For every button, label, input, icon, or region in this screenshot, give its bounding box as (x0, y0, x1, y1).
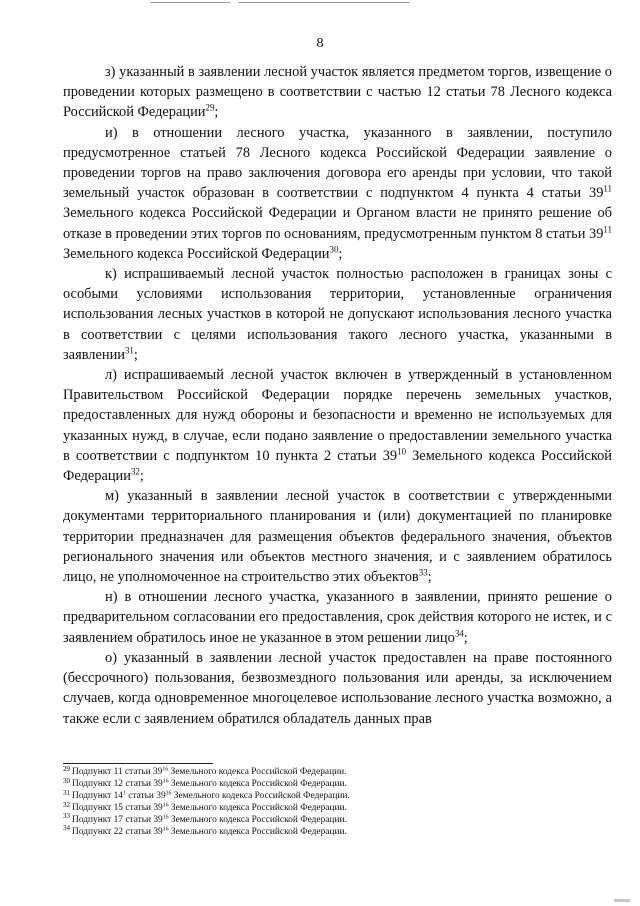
text-run: Земельного кодекса Российской Федерации. (168, 802, 347, 813)
footnote-reference: 33 (418, 567, 428, 578)
paragraph-item (63, 123, 612, 264)
text-run: о) указанный в заявлении лесной участок предоставлен на праве постоянного (бессрочного) пользования, безвозмездного пользования или аренды, за исключением случаев, когда одновременное многоцелевое использование лесного участка возможно, а также если с заявлением обратился обладатель данных прав (63, 649, 612, 727)
footnote-reference: 31 (124, 345, 134, 356)
article-superscript: 16 (162, 814, 169, 821)
text-run: ; (427, 569, 432, 586)
text-run: Земельного кодекса Российской Федерации. (168, 826, 347, 837)
footnote-separator (63, 763, 213, 764)
text-run: Земельного кодекса Российской Федерации. (171, 790, 350, 801)
footnote-item (63, 812, 463, 827)
paragraph-item (63, 365, 612, 486)
footnote-item (63, 788, 463, 803)
text-run: ; (214, 104, 219, 121)
text-run: з) указанный в заявлении лесной участок является предметом торгов, извещение о проведении которых размещено в соответствии с частью 12 статьи 78 Лесного кодекса Российской Федерации (63, 64, 612, 121)
text-run: Подпункт 11 статьи 39 (72, 767, 163, 777)
paragraph-item (63, 264, 612, 365)
text-run: ; (338, 245, 343, 262)
text-run: к) испрашиваемый лесной участок полностью расположен в границах зоны с особыми условиями использования территории, установленные ограничения использования лесных участков в которой не допускают использования лесного участка в соответствии с целями использования такого лесного участка, указанными в заявлении (63, 266, 612, 363)
footnotes (63, 764, 463, 838)
article-superscript: 16 (162, 825, 169, 832)
footnote-number: 34 (63, 824, 71, 833)
text-run: Подпункт 14 (72, 790, 123, 801)
footnote-number: 32 (63, 800, 71, 809)
paragraph-item (63, 62, 612, 123)
footnote-number: 33 (63, 812, 71, 821)
article-superscript: 1 (122, 790, 126, 797)
article-superscript: 16 (162, 766, 169, 773)
text-run: Земельного кодекса Российской Федерации. (168, 767, 347, 777)
text-run: Земельного кодекса Российской Федерации и Органом власти не принято решение об отказе в проведении этих торгов по основаниям, предусмотренным пунктом 8 статьи 39 (63, 205, 612, 242)
footnote-number: 31 (63, 788, 71, 797)
article-superscript: 16 (162, 802, 169, 809)
article-superscript: 16 (165, 790, 172, 797)
footnote-reference: 29 (205, 102, 215, 113)
article-superscript: 11 (603, 183, 612, 194)
paragraph-item (63, 587, 612, 648)
paragraph-item (63, 648, 612, 729)
text-run: Земельного кодекса Российской Федерации (63, 447, 612, 485)
text-run: статьи 39 (125, 790, 166, 801)
text-run: Земельного кодекса Российской Федерации. (168, 814, 347, 825)
footnote-reference: 30 (329, 244, 339, 255)
text-run: Подпункт 22 статьи 39 (72, 826, 163, 837)
text-run: Подпункт 15 статьи 39 (72, 802, 163, 813)
text-run: и) в отношении лесного участка, указанного в заявлении, поступило предусмотренное статьей 78 Лесного кодекса Российской Федерации заявление о проведении торгов на право заключения договора его аренды при условии, что такой земельный участок образован в соответствии с подпунктом 4 пункта 4 статьи 39 (63, 124, 612, 202)
article-superscript: 16 (162, 778, 169, 785)
text-run: Подпункт 17 статьи 39 (72, 814, 163, 825)
text-run: л) испрашиваемый лесной участок включен в утвержденный в установленном Правительством Российской Федерации порядке перечень земельных участков, предоставленных для нужд обороны и безопасности и временно не используемых для указанных нужд, в случае, если подано заявление о предоставлении земельного участка в соответствии с подпунктом 10 пункта 2 статьи 39 (63, 367, 612, 464)
paragraph-item (63, 486, 612, 587)
text-run: н) в отношении лесного участка, указанного в заявлении, принято решение о предварительном согласовании его предоставления, срок действия которого не истек, и с заявлением обратилось иное не указанное в этом решении лицо (63, 589, 612, 646)
top-scan-rule-left (150, 2, 230, 3)
text-run: Подпункт 12 статьи 39 (72, 778, 163, 789)
footnote-number: 30 (63, 776, 71, 785)
text-run: Земельного кодекса Российской Федерации. (168, 778, 347, 789)
footnote-reference: 34 (454, 628, 464, 639)
text-run: м) указанный в заявлении лесной участок в соответствии с утвержденными документами территориального планирования и (или) документацией по планировке территории предназначен для размещения объектов федерального значения, объектов регионального значения или объектов местного значения, и с заявлением обратилось лицо, не уполномоченное на строительство этих объектов (63, 488, 612, 586)
text-run: Земельного кодекса Российской Федерации (63, 245, 330, 262)
page-number: 8 (316, 36, 324, 51)
text-run: ; (133, 346, 138, 363)
footnote-item (63, 800, 463, 815)
body-text (63, 62, 612, 729)
article-superscript: 11 (603, 224, 612, 235)
scan-corner-mark (614, 899, 630, 902)
footnote-item (63, 764, 463, 779)
text-run: ; (139, 468, 144, 485)
footnote-reference: 32 (130, 466, 140, 477)
article-superscript: 10 (397, 446, 407, 457)
text-run: ; (463, 629, 468, 646)
footnote-item (63, 824, 463, 839)
footnote-number: 29 (63, 764, 71, 773)
top-scan-rule-right (238, 2, 410, 3)
